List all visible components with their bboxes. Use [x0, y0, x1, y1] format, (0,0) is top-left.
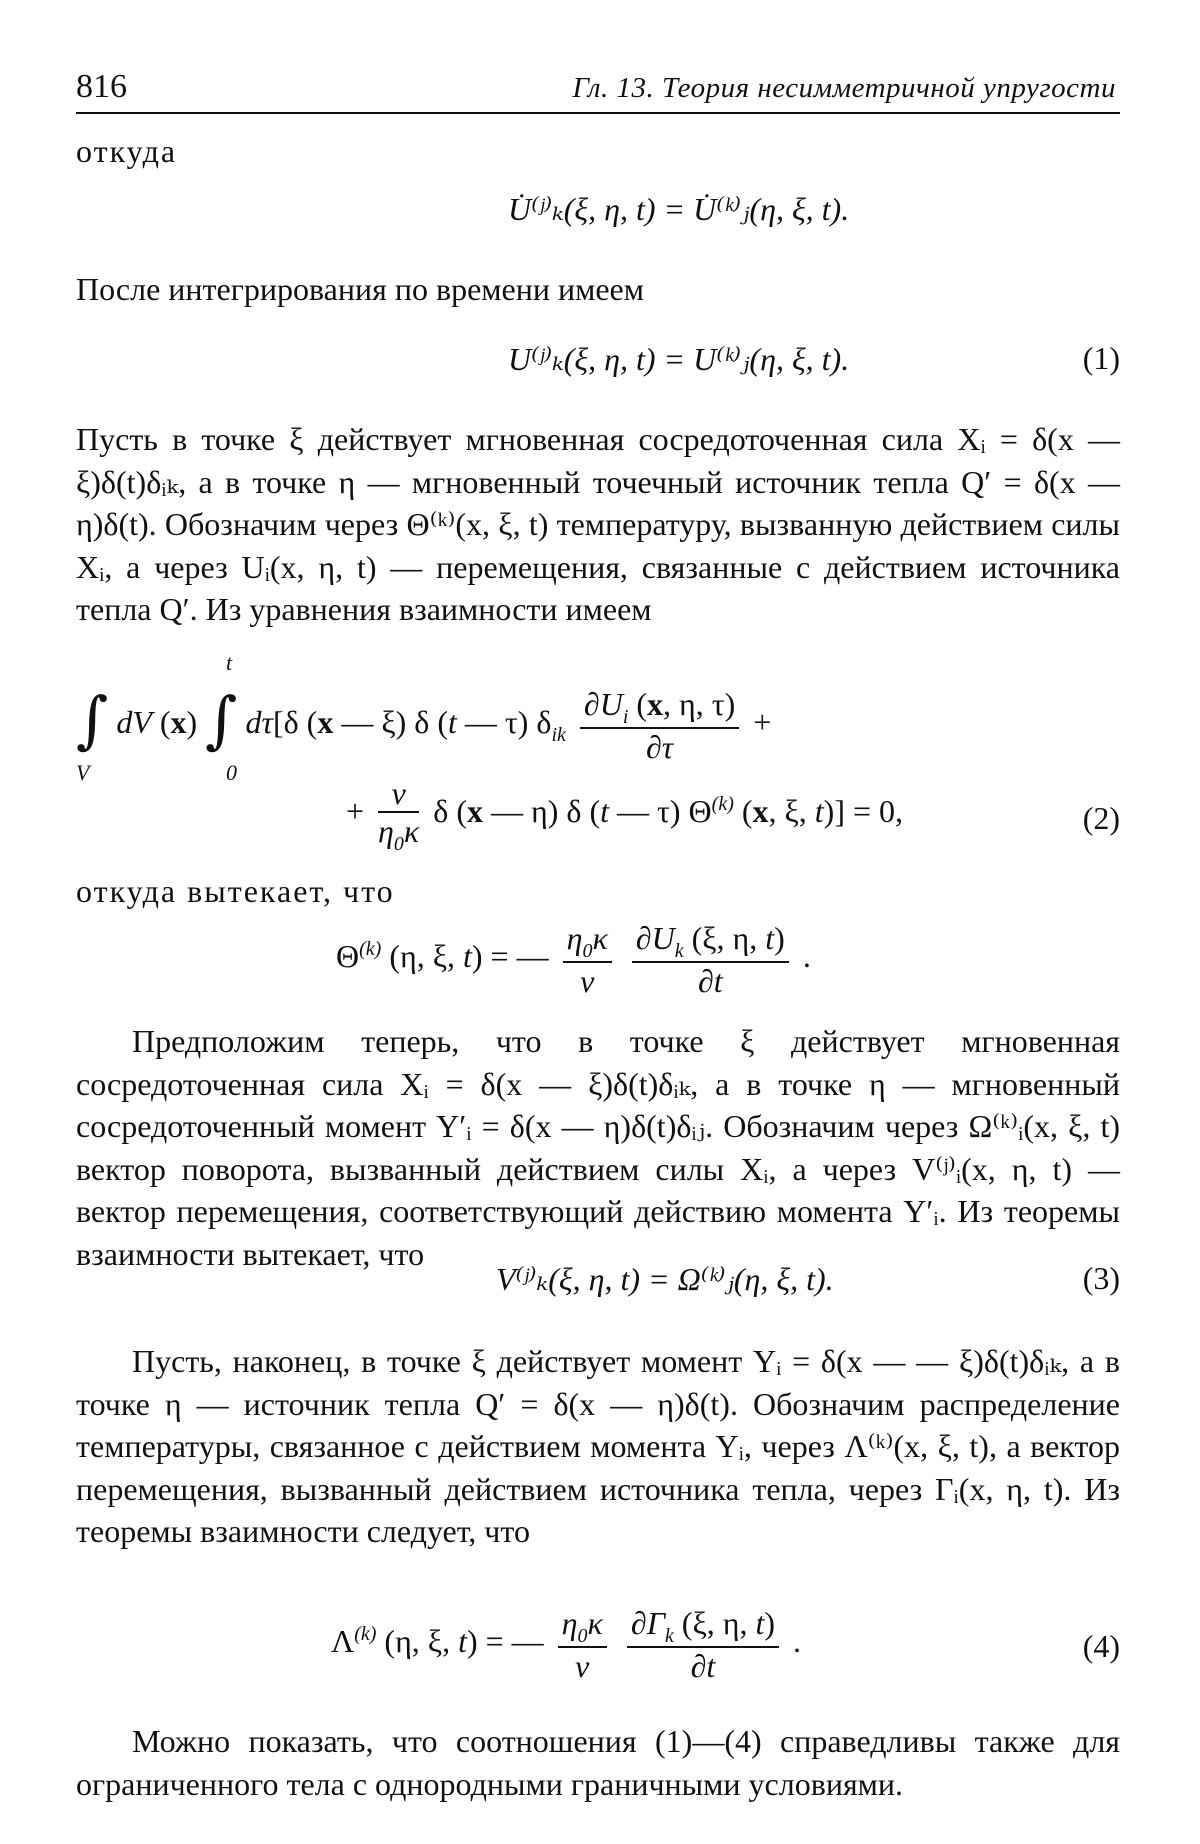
- equation-3-number: (3): [1082, 1260, 1120, 1296]
- integral-upper-limit-t: t: [226, 650, 233, 675]
- equation-3-text: V⁽ʲ⁾ₖ(ξ, η, t) = Ω⁽ᵏ⁾ⱼ(η, ξ, t).: [496, 1261, 834, 1297]
- text-otkuda-vytekaet: откуда вытекает, что: [76, 873, 395, 909]
- equation-2-line-2: + $\frac{\nu}{\eta_0\kappa}$ δ (x — η) δ (t — τ) $\Theta^{(k)}$ (x, ξ, t)] = 0,: [346, 775, 904, 855]
- equation-2-number: (2): [1082, 800, 1120, 836]
- paragraph-3: Пусть, наконец, в точке ξ действует момент Yᵢ = δ(x — — ξ)δ(t)δᵢₖ, а в точке η — источник тепла Q′ = δ(x — η)δ(t). Обозначим распределение температуры, связанное с действием момента Yᵢ, через Λ⁽ᵏ⁾(x, ξ, t), а вектор перемещения, вызванный действием источника тепла, через Γᵢ(x, η, t). Из теоремы взаимности следует, что: [76, 1343, 1120, 1549]
- equation-4: $\Lambda^{(k)}$ (η, ξ, t) = — $\frac{\eta_0\kappa}{\nu}$ $\frac{\partial\Gamma_k (\xi, \eta, t)}{\partial t}$ .: [331, 1605, 801, 1684]
- equation-3: [496, 1260, 834, 1298]
- equation-dot: [508, 190, 849, 228]
- page-header: [76, 60, 1120, 114]
- equation-1: [508, 340, 849, 378]
- equation-4-number: (4): [1082, 1628, 1120, 1664]
- page: [76, 60, 1120, 1802]
- integral-lower-limit-v: V: [76, 760, 90, 785]
- text-otkuda-1: откуда: [76, 133, 178, 169]
- text-after-integration: После интегрирования по времени имеем: [76, 271, 644, 307]
- equation-1-number: (1): [1082, 340, 1120, 376]
- equation-1-text: U⁽ʲ⁾ₖ(ξ, η, t) = U⁽ᵏ⁾ⱼ(η, ξ, t).: [508, 341, 850, 377]
- running-title: Гл. 13. Теория несимметричной упругости: [572, 72, 1116, 104]
- paragraph-2: Предположим теперь, что в точке ξ действует мгновенная сосредоточенная сила Xᵢ = δ(x — ξ)δ(t)δᵢₖ, а в точке η — мгновенный сосредоточенный момент Y′ᵢ = δ(x — η)δ(t)δᵢⱼ. Обозначим через Ω⁽ᵏ⁾ᵢ(x, ξ, t) вектор поворота, вызванный действием силы Xᵢ, а через V⁽ʲ⁾ᵢ(x, η, t) — вектор перемещения, соответствующий действию момента Y′ᵢ. Из теоремы взаимности вытекает, что: [76, 1023, 1120, 1272]
- paragraph-1: Пусть в точке ξ действует мгновенная сосредоточенная сила Xᵢ = δ(x — ξ)δ(t)δᵢₖ, а в точке η — мгновенный точечный источник тепла Q′ = δ(x — η)δ(t). Обозначим через Θ⁽ᵏ⁾(x, ξ, t) температуру, вызванную действием силы Xᵢ, а через Uᵢ(x, η, t) — перемещения, связанные с действием источника тепла Q′. Из уравнения взаимности имеем: [76, 421, 1120, 627]
- page-number: 816: [76, 68, 127, 105]
- paragraph-4: Можно показать, что соотношения (1)—(4) справедливы также для ограниченного тела с однородными граничными условиями.: [76, 1723, 1120, 1802]
- integral-lower-limit-0: 0: [226, 760, 237, 785]
- equation-theta: $\Theta^{(k)}$ (η, ξ, t) = — $\frac{\eta_0\kappa}{\nu}$ $\frac{\partial U_k (\xi, \eta, t)}{\partial t}$ .: [336, 920, 811, 999]
- equation-dot-text: U̇⁽ʲ⁾ₖ(ξ, η, t) = U̇⁽ᵏ⁾ⱼ(η, ξ, t).: [508, 191, 850, 227]
- equation-2-line-1: ∫ dV (x) ∫ dτ[δ (x — ξ) δ (t — τ) $\delta_{ik}$ $\frac{\partial U_i (x, \eta, \tau)}{\partial\tau}$ +: [76, 683, 772, 766]
